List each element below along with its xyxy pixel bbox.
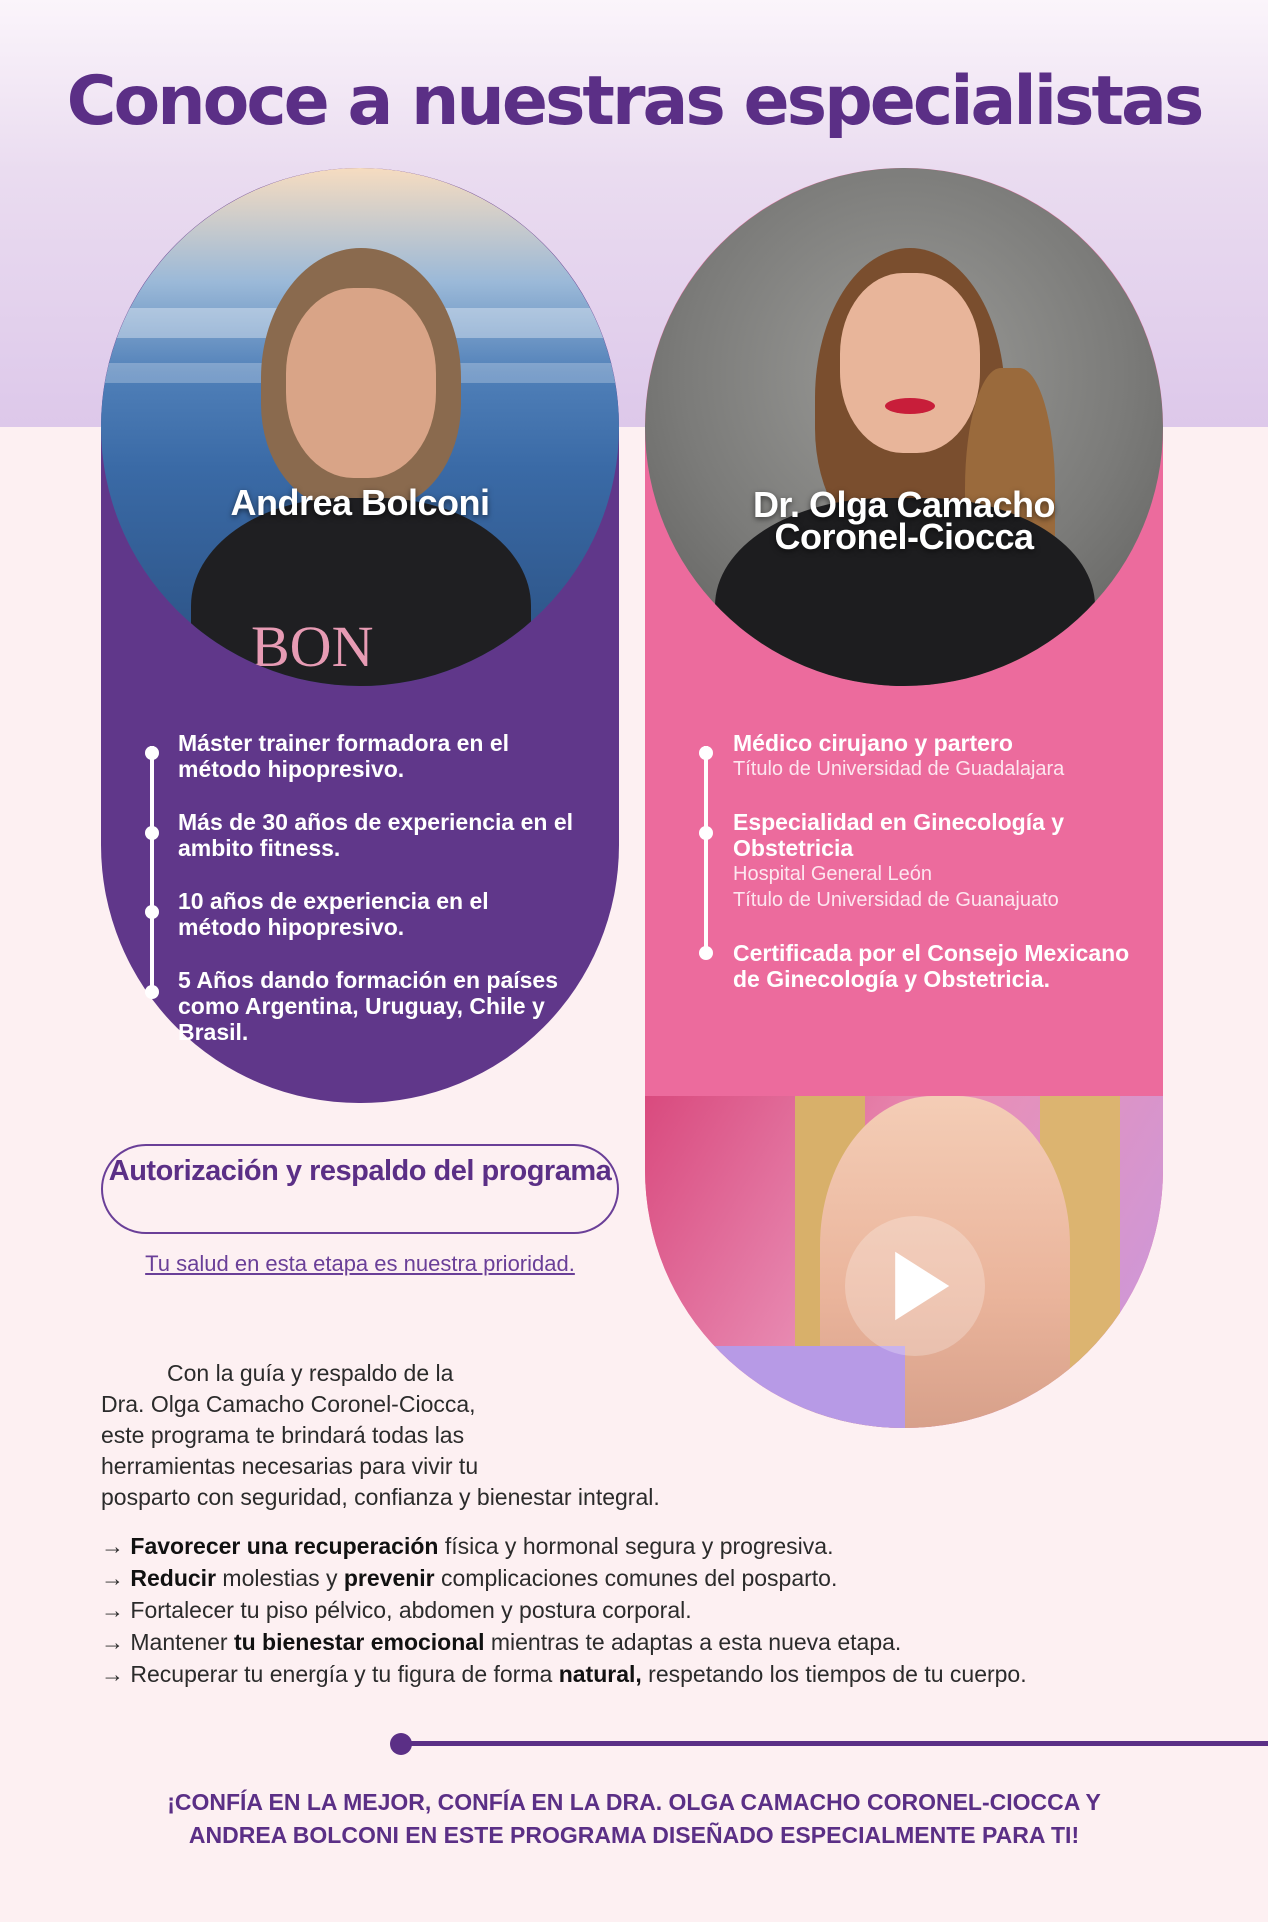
intro-line: herramientas necesarias para vivir tu (101, 1453, 479, 1479)
page-title: Conoce a nuestras especialistas (66, 62, 1202, 141)
divider-dot (390, 1733, 412, 1755)
intro-text (101, 1358, 801, 1513)
arrow-icon: → (101, 1597, 124, 1623)
specialist-name-olga-line2: Coronel-Ciocca (774, 516, 1034, 557)
olga-item-sub: Título de Universidad de Guadalajara (733, 758, 1065, 780)
benefit-item: → Reducir molestias y prevenir complicaciones comunes del posparto. (101, 1565, 838, 1591)
timeline-line (704, 746, 708, 950)
andrea-item: Máster trainer formadora en el método hipopresivo. (178, 730, 510, 782)
intro-line: este programa te brindará todas las (101, 1422, 465, 1448)
play-button[interactable] (845, 1216, 985, 1356)
shirt-text: BON (251, 614, 374, 679)
andrea-item: 10 años de experiencia en el método hipopresivo. (178, 888, 489, 940)
timeline-dot (145, 985, 159, 999)
timeline-dot (699, 826, 713, 840)
specialist-card-andrea (101, 168, 619, 1103)
timeline-dot (699, 946, 713, 960)
olga-item-sub: Título de Universidad de Guanajuato (733, 889, 1059, 911)
olga-item-sub: Hospital General León (733, 863, 933, 885)
olga-item-title: Especialidad en Ginecología y Obstetricia (733, 809, 1065, 861)
timeline-dot (145, 905, 159, 919)
specialist-name-olga-line1: Dr. Olga Camacho (752, 484, 1056, 525)
andrea-item: 5 Años dando formación en países como Argentina, Uruguay, Chile y Brasil. (178, 967, 559, 1045)
olga-item (733, 940, 1143, 992)
specialist-card-olga (645, 168, 1163, 1428)
timeline-dot (145, 746, 159, 760)
olga-item (733, 809, 1143, 913)
authorization-title: Autorización y respaldo del programa (101, 1144, 619, 1234)
intro-line: Con la guía y respaldo de la (167, 1360, 454, 1386)
play-icon (870, 1241, 960, 1331)
olga-item-title: Médico cirujano y partero (733, 730, 1013, 756)
arrow-icon: → (101, 1565, 124, 1591)
andrea-photo (101, 168, 619, 686)
timeline-line (150, 746, 154, 992)
footer-line: ¡CONFÍA EN LA MEJOR, CONFÍA EN LA DRA. OLGA CAMACHO CORONEL-CIOCCA Y (167, 1789, 1101, 1815)
timeline-dot (145, 826, 159, 840)
benefit-item: → Fortalecer tu piso pélvico, abdomen y postura corporal. (101, 1597, 692, 1623)
divider-line (400, 1741, 1268, 1746)
arrow-icon: → (101, 1629, 124, 1655)
footer-cta (60, 1786, 1208, 1852)
benefit-item: → Recuperar tu energía y tu figura de forma natural, respetando los tiempos de tu cuerpo. (101, 1661, 1027, 1687)
andrea-item: Más de 30 años de experiencia en el ambito fitness. (178, 809, 574, 861)
intro-line: Dra. Olga Camacho Coronel-Ciocca, (101, 1391, 476, 1417)
intro-line: posparto con seguridad, confianza y bienestar integral. (101, 1484, 660, 1510)
olga-item (733, 730, 1143, 782)
benefit-item: → Favorecer una recuperación física y hormonal segura y progresiva. (101, 1533, 834, 1559)
specialist-name-andrea: Andrea Bolconi (230, 482, 490, 523)
footer-line: ANDREA BOLCONI EN ESTE PROGRAMA DISEÑADO ESPECIALMENTE PARA TI! (188, 1822, 1080, 1848)
arrow-icon: → (101, 1661, 124, 1687)
olga-item-title: Certificada por el Consejo Mexicano de Ginecología y Obstetricia. (733, 940, 1130, 992)
arrow-icon: → (101, 1533, 124, 1559)
benefit-item: → Mantener tu bienestar emocional mientras te adaptas a esta nueva etapa. (101, 1629, 902, 1655)
olga-photo (645, 168, 1163, 686)
timeline-dot (699, 746, 713, 760)
benefits-list (101, 1530, 1191, 1690)
authorization-link[interactable]: Tu salud en esta etapa es nuestra prioridad. (145, 1251, 575, 1276)
